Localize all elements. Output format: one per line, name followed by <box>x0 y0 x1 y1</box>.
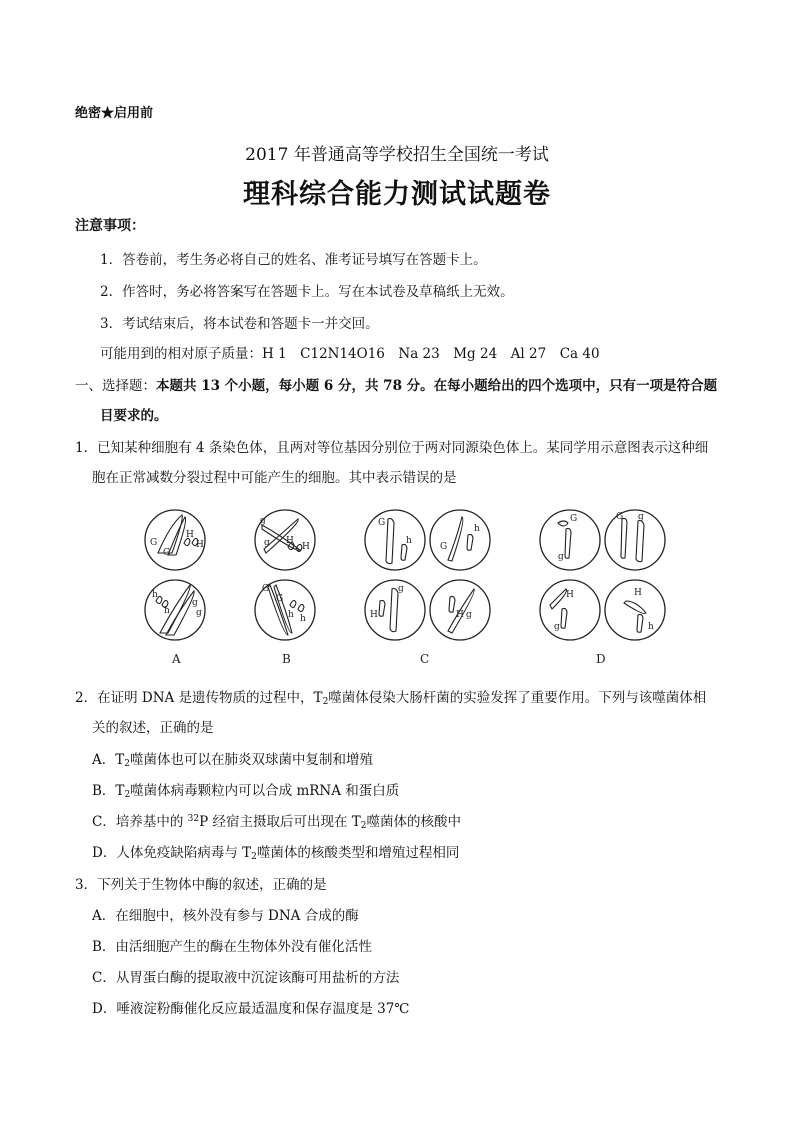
figure-label-a: A <box>172 652 181 666</box>
gene-label: G <box>616 512 624 522</box>
gene-label: h <box>164 606 170 616</box>
gene-label: h <box>474 524 480 534</box>
gene-label: g <box>638 512 644 522</box>
notice-item: 1．答卷前，考生务必将自己的姓名、准考证号填写在答题卡上。 <box>100 252 487 268</box>
gene-label: H <box>302 542 310 552</box>
notice-item: 3．考试结束后，将本试卷和答题卡一并交回。 <box>100 316 379 332</box>
gene-label: g <box>196 608 202 618</box>
gene-label: H <box>456 610 464 620</box>
section-prefix: 一、选择题： <box>75 378 156 394</box>
paper-title: 理科综合能力测试试题卷 <box>243 179 551 210</box>
cell-a-top <box>145 510 205 570</box>
cell-c-4 <box>430 580 490 640</box>
secret-mark: 绝密★启用前 <box>75 106 154 121</box>
gene-label: h <box>300 614 306 624</box>
gene-label: g <box>192 598 198 608</box>
gene-label: g <box>558 552 564 562</box>
q3-stem: 3．下列关于生物体中酶的叙述，正确的是 <box>75 877 327 893</box>
gene-label: g <box>398 584 404 594</box>
section-text-cont: 目要求的。 <box>100 408 168 424</box>
figure-label-d: D <box>596 652 606 666</box>
cell-b-bottom <box>255 580 315 640</box>
cell-d-1 <box>540 510 600 570</box>
gene-label: h <box>406 536 412 546</box>
cell-c-3 <box>365 580 425 640</box>
section-text: 本题共 13 个小题，每小题 6 分，共 78 分。在每小题给出的四个选项中，只有一项是符合题 <box>156 378 718 394</box>
gene-label: H <box>196 540 204 550</box>
q2-option-c: C．培养基中的 $^{32}$P 经宿主摄取后可出现在 $T_2$噬菌体的核酸中 <box>92 814 461 831</box>
q2-stem-text-2: 噬菌体侵染大肠杆菌的实验发挥了重要作用。下列与该噬菌体相 <box>328 690 707 706</box>
gene-label: H <box>566 590 574 600</box>
cell-d-2 <box>605 510 665 570</box>
atomic-mass-line: 可能用到的相对原子质量：H 1 C12N14O16 Na 23 Mg 24 Al 27 Ca 40 <box>100 346 600 362</box>
gene-label: H <box>186 530 194 540</box>
notice-heading: 注意事项： <box>75 218 145 234</box>
cell-b-top <box>255 510 315 570</box>
gene-label: h <box>648 622 654 632</box>
cell-c-2 <box>430 510 490 570</box>
q1-stem: 1．已知某种细胞有 4 条染色体，且两对等位基因分别位于两对同源染色体上。某同学用示意图表示这种细 <box>75 440 709 456</box>
cell-d-4 <box>605 580 665 640</box>
cell-a-bottom <box>145 580 205 640</box>
gene-label: G <box>150 538 158 548</box>
gene-label: g <box>466 610 472 620</box>
q2-option-b: B．$T_2$噬菌体病毒颗粒内可以合成 mRNA 和蛋白质 <box>92 783 400 800</box>
q3-option-a: A．在细胞中，核外没有参与 DNA 合成的酶 <box>92 908 359 924</box>
cell-c-1 <box>365 510 425 570</box>
gene-label: G <box>378 518 386 528</box>
figure-label-b: B <box>282 652 291 666</box>
gene-label: G <box>163 548 171 558</box>
gene-label: h <box>288 610 294 620</box>
q3-option-d: D．唾液淀粉酶催化反应最适温度和保存温度是 37℃ <box>92 1001 410 1017</box>
q2-stem <box>75 686 706 707</box>
q3-option-b: B．由活细胞产生的酶在生物体外没有催化活性 <box>92 939 372 955</box>
gene-label: G <box>440 542 448 552</box>
cell-d-3 <box>540 580 600 640</box>
notice-item: 2．作答时，务必将答案写在答题卡上。写在本试卷及草稿纸上无效。 <box>100 284 514 300</box>
q2-stem-text: 2．在证明 DNA 是遗传物质的过程中，T <box>75 690 323 706</box>
q1-stem-cont: 胞在正常减数分裂过程中可能产生的细胞。其中表示错误的是 <box>92 470 457 486</box>
q2-stem-sub: 2 <box>322 697 329 707</box>
gene-label: G <box>570 514 578 524</box>
figure-label-c: C <box>420 652 430 666</box>
meiosis-diagram <box>130 505 670 670</box>
gene-label: G <box>262 584 270 594</box>
gene-label: G <box>276 594 284 604</box>
section-heading <box>75 374 717 394</box>
q2-stem-cont: 关的叙述，正确的是 <box>92 720 214 736</box>
gene-label: g <box>260 516 266 526</box>
exam-title: 2017 年普通高等学校招生全国统一考试 <box>245 145 549 165</box>
gene-label: g <box>264 538 270 548</box>
gene-label: H <box>634 588 642 598</box>
gene-label: H <box>370 610 378 620</box>
gene-label: g <box>554 622 560 632</box>
q2-option-d: D．人体免疫缺陷病毒与 $T_2$噬菌体的核酸类型和增殖过程相同 <box>92 845 460 862</box>
gene-label: h <box>152 590 158 600</box>
q2-option-a: A．$T_2$噬菌体也可以在肺炎双球菌中复制和增殖 <box>92 752 373 769</box>
gene-label: H <box>286 536 294 546</box>
q3-option-c: C．从胃蛋白酶的提取液中沉淀该酶可用盐析的方法 <box>92 970 400 986</box>
